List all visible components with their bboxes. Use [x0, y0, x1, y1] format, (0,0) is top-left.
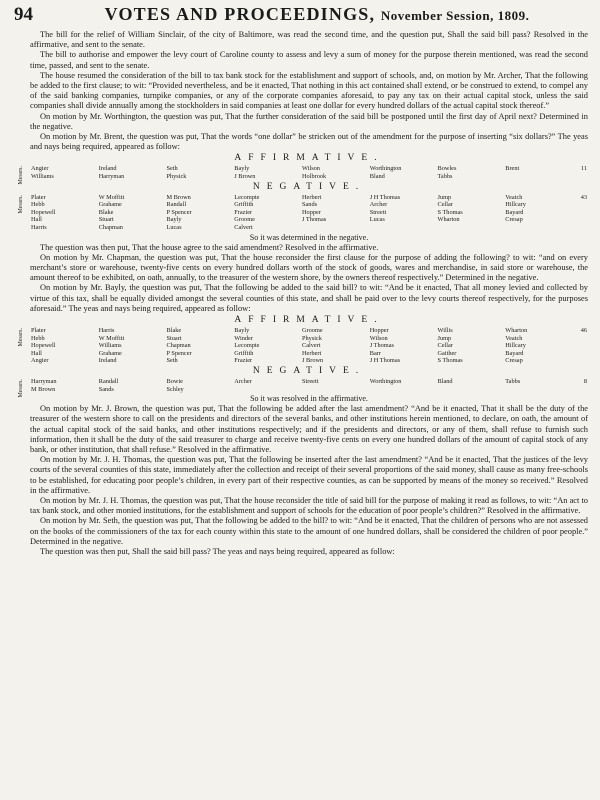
member-name: J Brown: [302, 357, 324, 365]
member-name: Jump: [437, 193, 452, 201]
vote-names-table: [30, 165, 588, 180]
vote-count-empty: [572, 357, 588, 365]
member-name: S Thomas: [437, 357, 463, 365]
vote-count-empty: [572, 386, 588, 394]
member-name: Willis: [437, 327, 453, 335]
member-name: Bland: [437, 377, 453, 385]
member-name: Williams: [31, 173, 54, 181]
paragraph: The bill for the relief of William Sinclair, of the city of Baltimore, was read the second time, and the question put, Shall the said bill pass? Resolved in the affirmative, and sent to the senate.: [30, 30, 588, 50]
negative-heading: NEGATIVE.: [252, 365, 366, 376]
top-paragraphs: [30, 30, 588, 152]
vote-row: [30, 209, 588, 217]
member-name: Streett: [302, 377, 319, 385]
vote-row: [30, 357, 588, 365]
member-name: Herbert: [302, 349, 322, 357]
paragraph: On motion by Mr. J. H. Thomas, the question was put, That the house reconsider the title of said bill for the purpose of making it read as follows, to wit: “An act to tax bank stock, and other monied institutions, for the establishment and support of schools for the education of poor people’s children?” Resolved in the affirmative.: [30, 496, 588, 516]
vote-count: 8: [583, 377, 587, 385]
member-name: Stuart: [166, 334, 182, 342]
negative-block: [18, 377, 588, 398]
member-name: Cellar: [437, 342, 453, 350]
vote-names-table: [30, 327, 588, 365]
member-name: Brent: [505, 165, 520, 173]
member-name: Tabbs: [505, 377, 521, 385]
page-number: 94: [14, 4, 33, 25]
member-name: Cresap: [505, 357, 523, 365]
vote-count: 43: [580, 193, 587, 201]
negative-block: [18, 193, 588, 232]
member-name: Stuart: [98, 216, 114, 224]
vote-block-1: [18, 153, 588, 242]
member-name: Sands: [98, 385, 114, 393]
member-name: P Spencer: [166, 349, 192, 357]
member-name: Frazier: [234, 208, 253, 216]
vote-names-table: [30, 194, 588, 232]
vote-row: [30, 386, 588, 394]
document-body: [18, 30, 588, 798]
vote-names-table: [30, 378, 588, 393]
title-text: VOTES AND PROCEEDINGS,: [104, 4, 376, 24]
member-name: W Moffitt: [98, 193, 125, 201]
member-name: Harris: [98, 327, 115, 335]
affirmative-heading: AFFIRMATIVE.: [234, 315, 384, 326]
member-name: S Thomas: [437, 208, 463, 216]
member-name: M Brown: [31, 385, 56, 393]
member-name: Gaither: [437, 349, 457, 357]
paragraph: On motion by Mr. Worthington, the question was put, That the further consideration of the said bill be postponed until the first day of April next? Determined in the negative.: [30, 111, 588, 131]
member-name: Griffith: [234, 349, 254, 357]
member-name: Bayly: [234, 327, 250, 335]
vote-count: 46: [580, 327, 587, 335]
member-name: Jump: [437, 334, 452, 342]
member-name: Hebb: [31, 334, 45, 342]
member-name: Groome: [302, 327, 323, 335]
member-name: Wilson: [302, 165, 320, 173]
member-name: Lucas: [166, 224, 182, 231]
member-name: Streett: [369, 208, 387, 216]
bottom-paragraphs: [30, 404, 588, 557]
member-name: Bayly: [234, 165, 250, 173]
paragraph: The house resumed the consideration of the bill to tax bank stock for the establishment and support of schools, and, on motion by Mr. Archer, That the following be added to the first clause; to wit: “Provided nevertheless, and be it enacted, That nothing in this act contained shall extend, or be construed to extend, to compel any of the said banking companies, turnpike companies, or any of the corporate companies aforesaid, to pay any tax on their actual capital stock, unless the said companies shall divide annually among the stockholders in said companies at least one dollar for every hundred dollars of the actual capital stock thereof.”: [30, 70, 588, 111]
member-name: Holbrook: [302, 173, 327, 181]
member-name: Randall: [166, 201, 187, 209]
member-name: P Spencer: [166, 208, 192, 216]
member-name: J H Thomas: [369, 357, 401, 365]
paragraph: The bill to authorise and empower the levy court of Caroline county to assess and levy a sum of money for the purpose therein mentioned, was read the second time, passed, and sent to the senate.: [30, 50, 588, 70]
member-name: Lucas: [369, 216, 385, 224]
member-name: Archer: [234, 377, 252, 385]
member-name: Harryman: [98, 173, 125, 181]
vote-row: [30, 194, 588, 202]
vote-row: [30, 350, 588, 358]
vote-count-empty: [572, 201, 588, 209]
member-name: Cellar: [437, 201, 453, 209]
member-name: Hillcary: [505, 201, 526, 209]
member-name: Ireland: [98, 357, 117, 365]
member-name: Hopewell: [31, 208, 56, 216]
vote-row: [30, 165, 588, 173]
member-name: Williams: [98, 342, 122, 350]
affirmative-block: [18, 165, 588, 185]
messrs-label: Messrs.: [18, 166, 24, 185]
member-name: Ireland: [98, 165, 117, 173]
session-text: November Session, 1809.: [380, 8, 530, 23]
vote-row: [30, 201, 588, 209]
member-name: Archer: [369, 201, 388, 209]
messrs-label: Messrs.: [18, 194, 24, 214]
member-name: [437, 224, 505, 232]
member-name: Seth: [166, 357, 178, 365]
member-name: Harryman: [31, 377, 57, 385]
member-name: Plater: [31, 193, 46, 201]
member-name: W Moffitt: [98, 334, 125, 342]
member-name: Schley: [166, 385, 184, 393]
member-name: Veatch: [505, 334, 523, 342]
member-name: Calvert: [234, 224, 253, 231]
member-name: Randall: [98, 377, 119, 385]
member-name: J Thomas: [369, 342, 394, 350]
member-name: Worthington: [369, 165, 402, 173]
paragraph: On motion by Mr. Chapman, the question was put, That the house reconsider the first clause for the purpose of adding the following? to wit: “and on every merchant’s store or warehouse, twenty-five cents on every hundred dollars worth of the stock of goods, wares and merchandise, in said store or warehouse, the amount thereof to be exhibited, on oath, annually, to the treasurer of the western shore, by the owners thereof respectively.” Determined in the negative.: [30, 252, 588, 283]
vote-determination: So it was determined in the negative.: [249, 232, 369, 242]
vote-row: [30, 335, 588, 343]
paragraph: The question was then put, Shall the said bill pass? The yeas and nays being required, appeared as follow:: [40, 547, 395, 557]
paragraph: The question was then put, That the house agree to the said amendment? Resolved in the affirmative.: [40, 242, 379, 252]
member-name: Bayard: [505, 349, 524, 357]
member-name: [301, 386, 369, 394]
member-name: Seth: [166, 165, 178, 173]
vote-count-empty: [572, 173, 588, 181]
vote-row: [30, 342, 588, 350]
affirmative-block: [18, 327, 588, 365]
affirmative-heading: AFFIRMATIVE.: [234, 153, 384, 164]
paragraph: On motion by Mr. Bayly, the question was put, That the following be added to the said bill? to wit: “And be it enacted, That all money levied and collected by virtue of this tax, shall be equally divided amongst the several counties of this state, and shall be paid over to the levy courts thereof respectively, for the purposes aforesaid.” The yeas and nays being required, appeared as follow:: [30, 283, 588, 313]
member-name: Hall: [31, 349, 42, 357]
member-name: Calvert: [302, 342, 321, 350]
vote-row: [30, 378, 588, 386]
member-name: Chapman: [98, 224, 123, 231]
messrs-label: Messrs.: [18, 378, 24, 398]
vote-count-empty: [572, 224, 588, 232]
member-name: Hall: [31, 216, 42, 224]
vote-block-2: [18, 315, 588, 404]
member-name: Blake: [166, 327, 182, 335]
vote-count-empty: [572, 342, 588, 350]
member-name: [369, 224, 437, 232]
member-name: Veatch: [505, 193, 523, 201]
page-header: [14, 4, 586, 26]
member-name: [301, 224, 369, 232]
member-name: Lecompte: [234, 342, 260, 350]
paragraph: On motion by Mr. Brent, the question was put, That the words “one dollar” be stricken out of the amendment for the purpose of inserting “six dollars?” The yeas and nays being required, appeared as follow:: [30, 132, 588, 152]
vote-determination: So it was resolved in the affirmative.: [250, 394, 368, 404]
vote-row: [30, 173, 588, 181]
member-name: Frazier: [234, 357, 253, 365]
member-name: Winder: [234, 334, 253, 342]
middle-paragraphs: [30, 243, 588, 314]
member-name: Griffith: [234, 201, 254, 209]
member-name: M Brown: [166, 193, 191, 201]
member-name: [369, 386, 437, 394]
member-name: [233, 386, 301, 394]
negative-heading: NEGATIVE.: [252, 181, 366, 192]
member-name: Tabbs: [437, 173, 453, 181]
vote-count-empty: [572, 350, 588, 358]
member-name: Angier: [31, 357, 49, 365]
member-name: [437, 386, 505, 394]
vote-row: [30, 216, 588, 224]
member-name: Worthington: [369, 377, 402, 385]
vote-row: [30, 327, 588, 335]
vote-count-empty: [572, 335, 588, 343]
member-name: Wharton: [505, 327, 528, 335]
paragraph: On motion by Mr. J. Brown, the question was put, That the following be added after the last amendment? “And be it enacted, That it shall be the duty of the treasurer of the western shore to call on the presidents and directors of the several banks, and other institutions herein mentioned, to declare, on oath, the amount of the actual capital stock of the said banks, and other institutions respectively; and if the presidents and directors, or any of them, shall refuse to furnish such information, then it shall be the duty of the said treasurer to charge and receive twenty-five cents on every one hundred dollars of the amount of capital stock of any bank, or other institution, that shall refuse.” Resolved in the affirmative.: [30, 404, 588, 454]
member-name: Sands: [302, 201, 318, 209]
member-name: Hopper: [302, 208, 321, 216]
paragraph: On motion by Mr. J. H. Thomas, the question was put, That the following be inserted after the last amendment? “And be it enacted, That the justices of the levy courts of the several counties of this state, immediately after the collection and receipt of their several proportions of the said money, shall cause as many free-schools to be established, for educating poor people’s children, in every part of their respective counties, as can be supported by means of the money so received.” Resolved in the affirmative.: [30, 455, 588, 495]
member-name: Bland: [369, 173, 385, 181]
member-name: Bowles: [437, 165, 457, 173]
vote-count-empty: [572, 216, 588, 224]
member-name: Bayly: [166, 216, 182, 224]
member-name: J H Thomas: [369, 193, 401, 201]
member-name: Barr: [369, 349, 381, 357]
member-name: Chapman: [166, 342, 191, 350]
member-name: Bayard: [505, 208, 524, 216]
member-name: [504, 173, 572, 181]
member-name: Hebb: [31, 201, 45, 209]
page-title: [48, 4, 586, 25]
member-name: Grahame: [98, 349, 122, 357]
member-name: Grahame: [98, 201, 122, 209]
member-name: Hopewell: [31, 342, 56, 350]
member-name: Lecompte: [234, 193, 260, 201]
member-name: [504, 386, 572, 394]
member-name: J Thomas: [302, 216, 327, 224]
messrs-label: Messrs.: [18, 328, 24, 347]
member-name: Groome: [234, 216, 255, 224]
member-name: Wilson: [369, 334, 388, 342]
member-name: Harris: [31, 224, 47, 231]
member-name: Plater: [31, 327, 46, 335]
member-name: Bowie: [166, 377, 183, 385]
member-name: Blake: [98, 208, 114, 216]
member-name: Hopper: [369, 327, 389, 335]
member-name: Angier: [31, 165, 49, 173]
member-name: Wharton: [437, 216, 460, 224]
member-name: Hillcary: [505, 342, 526, 350]
vote-row: [30, 224, 588, 232]
member-name: Physick: [166, 173, 187, 181]
vote-count-empty: [572, 209, 588, 217]
vote-count: 11: [580, 165, 587, 173]
member-name: [504, 224, 572, 232]
member-name: Cresap: [505, 216, 523, 224]
member-name: Physick: [302, 334, 322, 342]
paragraph: On motion by Mr. Seth, the question was put, That the following be added to the bill? to wit: “And be it enacted, That the children of persons who are not assessed on the books of the commissioners of the tax for each county within this state to the amount of one hundred dollars, shall be considered the children of poor people.” Determined in the negative.: [30, 516, 588, 546]
member-name: J Brown: [234, 173, 256, 181]
member-name: Herbert: [302, 193, 322, 201]
